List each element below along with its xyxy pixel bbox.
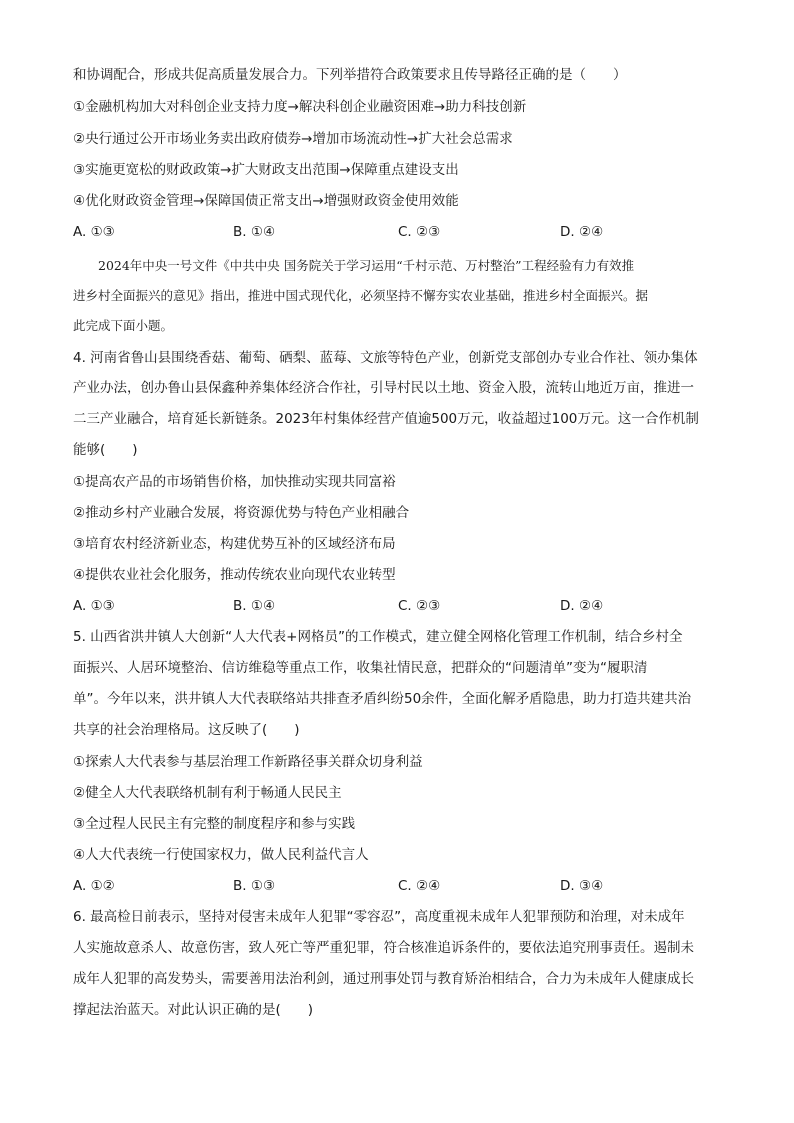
question-5-item-3: ③全过程人民民主有完整的制度程序和参与实践 [73,816,356,832]
option-c[interactable]: C. ②④ [398,878,441,894]
option-b[interactable]: B. ①④ [233,598,276,614]
question-3-item-3: ③实施更宽松的财政政策→扩大财政支出范围→保障重点建设支出 [73,162,459,178]
question-6-stem-line-1: 6. 最高检日前表示，坚持对侵害未成年人犯罪“零容忍”，高度重视未成年人犯罪预防和治理，对未成年 [73,909,685,925]
question-3-item-1: ①金融机构加大对科创企业支持力度→解决科创企业融资困难→助力科技创新 [73,99,527,115]
option-a[interactable]: A. ①② [73,878,115,894]
question-4-stem-line-2: 产业办法，创办鲁山县保鑫种养集体经济合作社，引导村民以土地、资金入股，流转山地近万亩，推进一 [73,380,694,396]
question-5-item-1: ①探索人大代表参与基层治理工作新路径事关群众切身利益 [73,754,423,770]
option-a[interactable]: A. ①③ [73,224,115,240]
option-c[interactable]: C. ②③ [398,224,441,240]
question-3-options [73,223,723,241]
question-4-stem-line-1: 4. 河南省鲁山县围绕香菇、葡萄、硒梨、蓝莓、文旅等特色产业，创新党支部创办专业合作社、领办集体 [73,350,698,366]
question-4-stem-line-4: 能够( ) [73,442,138,458]
question-5-stem-line-3: 单”。今年以来，洪井镇人大代表联络站共排查矛盾纠纷50余件，全面化解矛盾隐患，助力打造共建共治 [73,691,692,707]
option-c[interactable]: C. ②③ [398,598,441,614]
question-4-item-1: ①提高农产品的市场销售价格，加快推动实现共同富裕 [73,474,396,490]
question-4-stem-line-3: 二三产业融合，培育延长新链条。2023年村集体经营产值逾500万元，收益超过100万元。这一合作机制 [73,411,699,427]
option-b[interactable]: B. ①④ [233,224,276,240]
question-3-item-4: ④优化财政资金管理→保障国债正常支出→增强财政资金使用效能 [73,193,459,209]
question-4-item-3: ③培育农村经济新业态，构建优势互补的区域经济布局 [73,536,396,552]
option-d[interactable]: D. ②④ [560,224,604,240]
question-5-item-4: ④人大代表统一行使国家权力，做人民利益代言人 [73,847,369,863]
material-line-2: 进乡村全面振兴的意见》指出，推进中国式现代化，必须坚持不懈夯实农业基础，推进乡村全面振兴。据 [73,288,649,303]
question-5-stem-line-4: 共享的社会治理格局。这反映了( ) [73,722,300,738]
question-6-stem-line-3: 成年人犯罪的高发势头，需要善用法治利剑，通过刑事处罚与教育矫治相结合，合力为未成年人健康成长 [73,971,694,987]
option-b[interactable]: B. ①③ [233,878,276,894]
option-d[interactable]: D. ②④ [560,598,604,614]
question-4-item-2: ②推动乡村产业融合发展，将资源优势与特色产业相融合 [73,505,410,521]
option-d[interactable]: D. ③④ [560,878,604,894]
question-4-options [73,597,723,615]
question-6-stem-line-4: 撑起法治蓝天。对此认识正确的是( ) [73,1002,314,1018]
question-6-stem-line-2: 人实施故意杀人、故意伤害，致人死亡等严重犯罪，符合核准追诉条件的，要依法追究刑事责任。遏制未 [73,940,694,956]
question-5-options [73,877,723,895]
material-line-1: 2024年中央一号文件《中共中央 国务院关于学习运用“千村示范、万村整治”工程经验有力有效推 [98,258,635,273]
material-line-3: 此完成下面小题。 [73,318,174,333]
question-3-item-2: ②央行通过公开市场业务卖出政府债券→增加市场流动性→扩大社会总需求 [73,131,513,147]
question-4-item-4: ④提供农业社会化服务，推动传统农业向现代农业转型 [73,567,396,583]
option-a[interactable]: A. ①③ [73,598,115,614]
question-3-stem: 和协调配合，形成共促高质量发展合力。下列举措符合政策要求且传导路径正确的是（ ） [73,67,627,83]
question-5-stem-line-2: 面振兴、人居环境整治、信访维稳等重点工作，收集社情民意，把群众的“问题清单”变为“履职清 [73,660,648,676]
question-5-item-2: ②健全人大代表联络机制有利于畅通人民民主 [73,785,342,801]
question-5-stem-line-1: 5. 山西省洪井镇人大创新“人大代表+网格员”的工作模式，建立健全网格化管理工作机制，结合乡村全 [73,629,683,645]
